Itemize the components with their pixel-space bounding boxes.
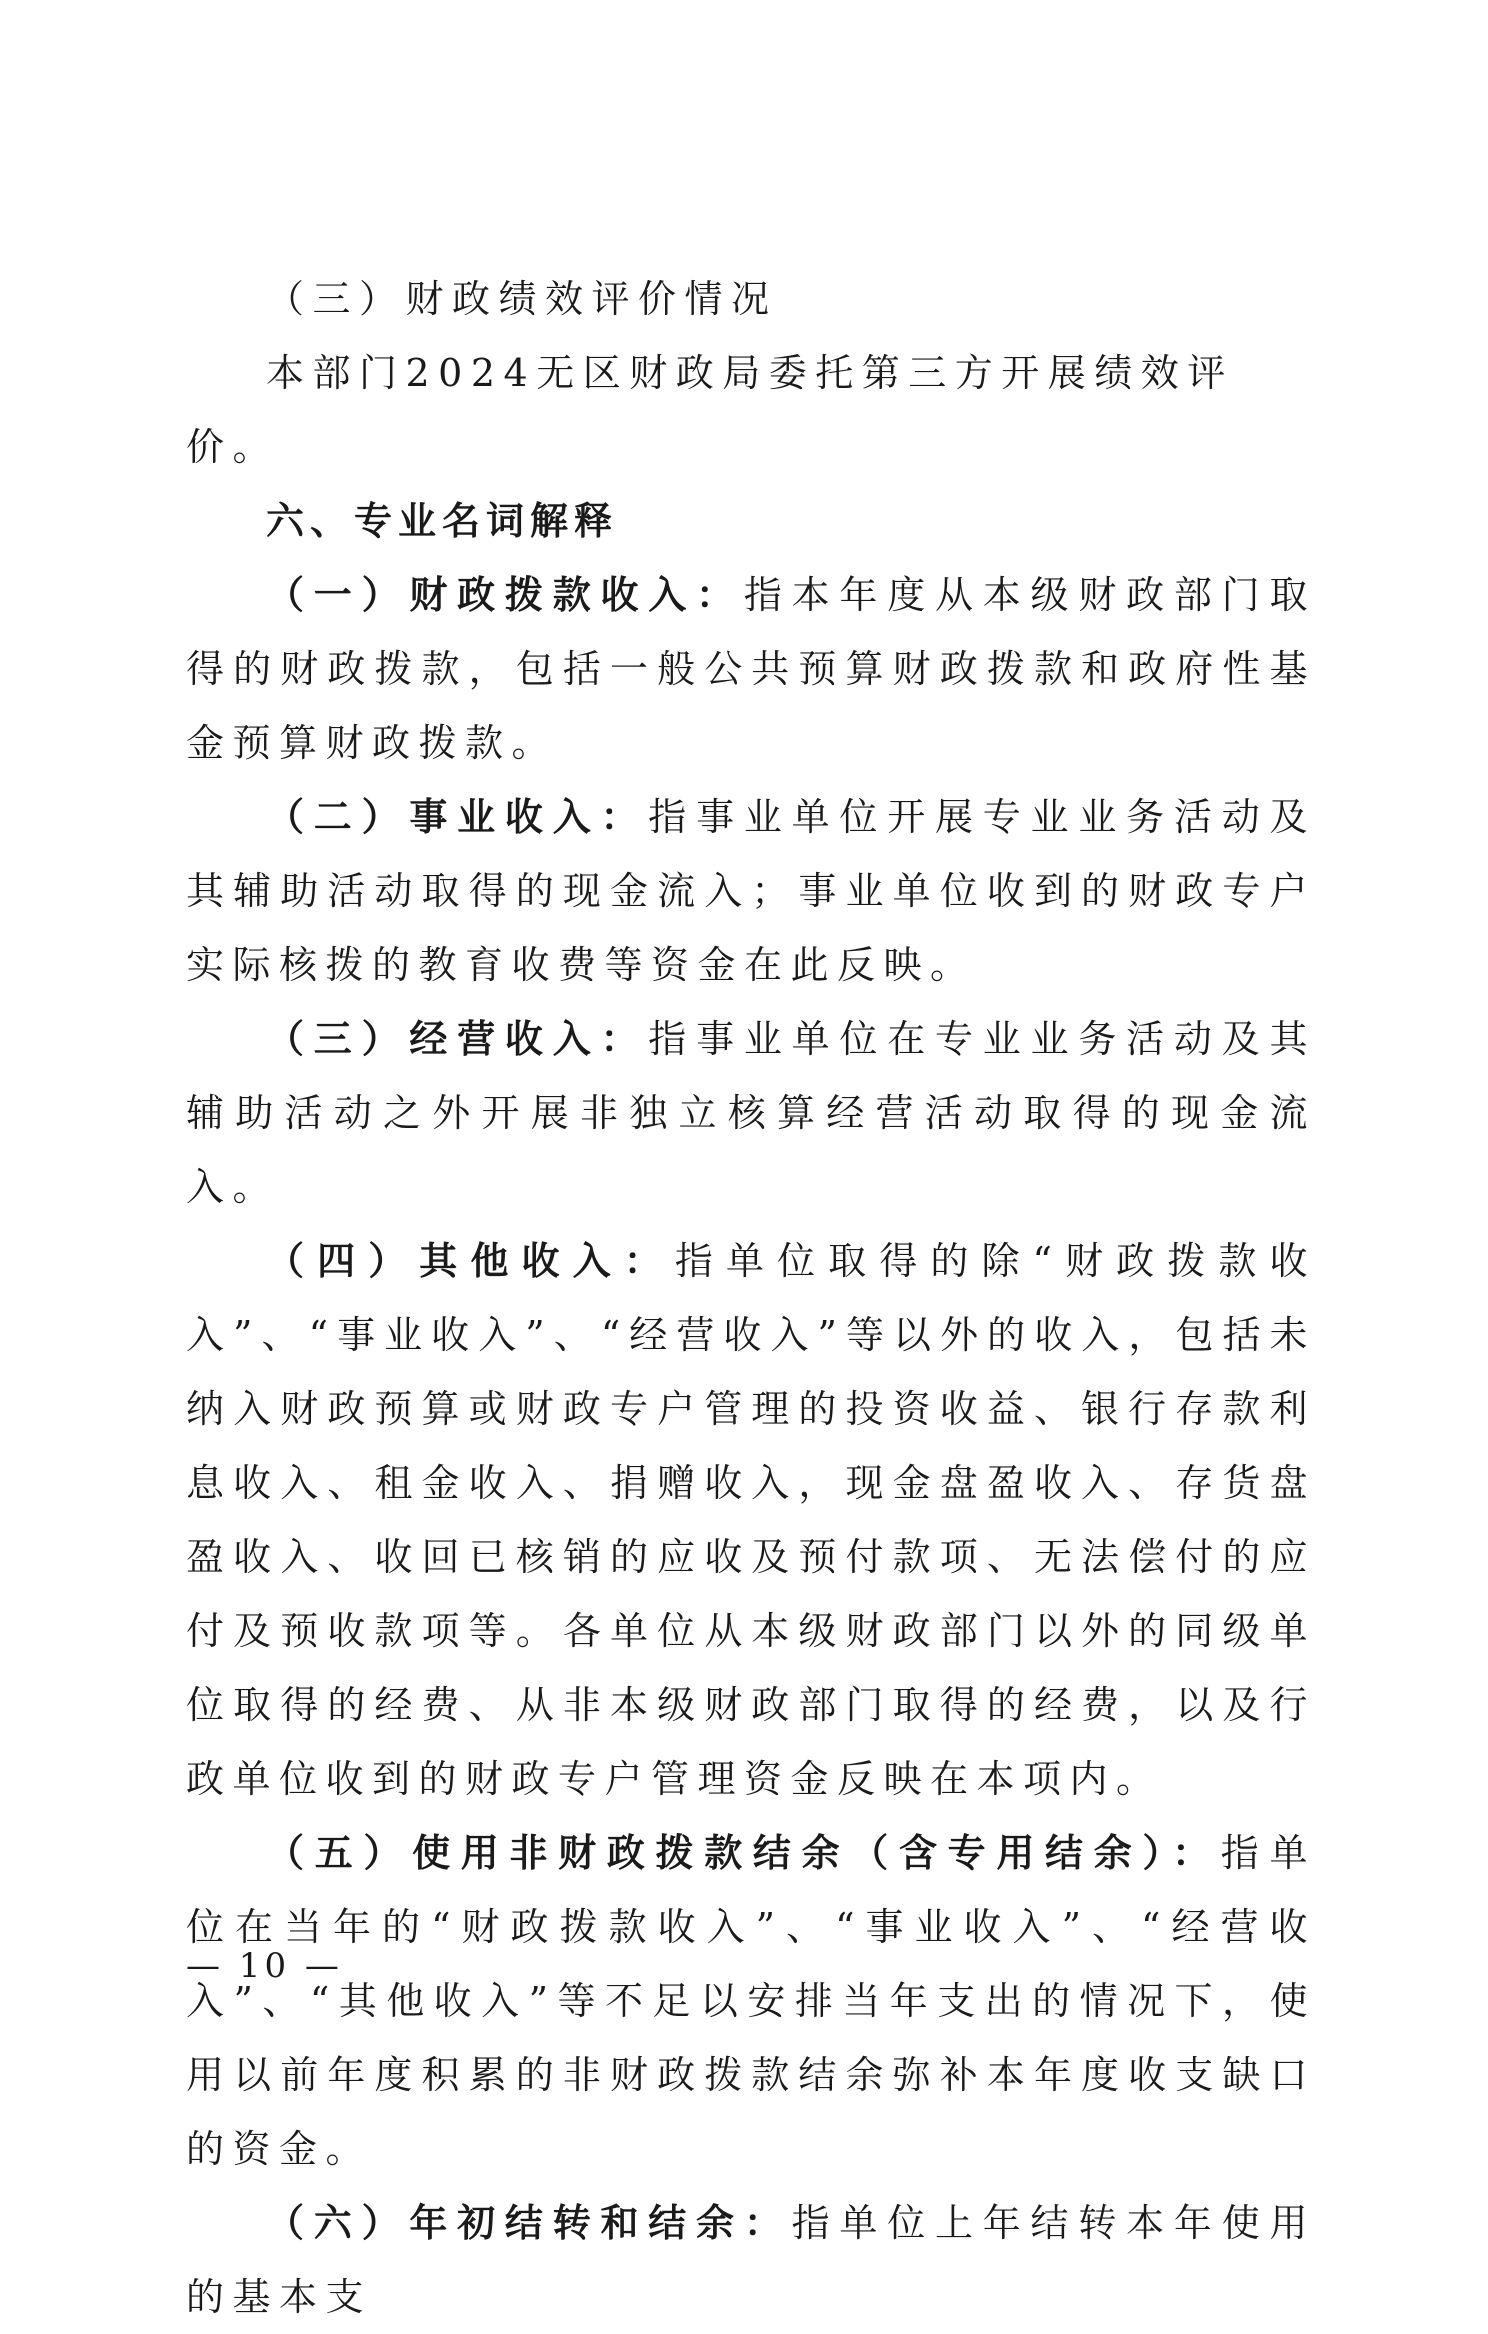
term-definition-fiscal-appropriation <box>186 558 1316 780</box>
section-heading-terms <box>186 484 1316 558</box>
term-text: 指单位在当年的“财政拨款收入”、“事业收入”、“经营收入”、“其他收入”等不足以安排当年支出的情况下，使用以前年度积累的非财政拨款结余弥补本年度收支缺口的资金。 <box>186 1831 1316 2171</box>
term-text: 指单位上年结转本年使用的基本支 <box>186 2201 1316 2319</box>
term-definition-non-fiscal-balance <box>186 1816 1316 2186</box>
term-text: 指事业单位开展专业业务活动及其辅助活动取得的现金流入；事业单位收到的财政专户实际核拨的教育收费等资金在此反映。 <box>186 795 1316 987</box>
paragraph-text: 本部门2024无区财政局委托第三方开展绩效评价。 <box>186 351 1234 469</box>
term-definition-other-income <box>186 1224 1316 1816</box>
page-number: — 10 — <box>186 1946 343 1986</box>
paragraph-text: （三）财政绩效评价情况 <box>266 277 778 321</box>
term-definition-operating-income <box>186 1002 1316 1224</box>
term-definition-carryover <box>186 2186 1316 2334</box>
term-label: （四）其他收入： <box>266 1239 675 1283</box>
term-label: （六）年初结转和结余： <box>266 2201 792 2245</box>
paragraph-performance-evaluation <box>186 336 1316 484</box>
term-text: 指本年度从本级财政部门取得的财政拨款，包括一般公共预算财政拨款和政府性基金预算财政拨款。 <box>186 573 1316 765</box>
term-definition-business-income <box>186 780 1316 1002</box>
document-body <box>186 262 1316 2334</box>
term-text: 指单位取得的除“财政拨款收入”、“事业收入”、“经营收入”等以外的收入，包括未纳入财政预算或财政专户管理的投资收益、银行存款利息收入、租金收入、捐赠收入，现金盘盈收入、存货盘盈收入、收回已核销的应收及预付款项、无法偿付的应付及预收款项等。各单位从本级财政部门以外的同级单位取得的经费、从非本级财政部门取得的经费，以及行政单位收到的财政专户管理资金反映在本项内。 <box>186 1239 1316 1801</box>
heading-text: 六、专业名词解释 <box>266 499 619 543</box>
term-label: （三）经营收入： <box>266 1017 649 1061</box>
term-label: （五）使用非财政拨款结余（含专用结余）： <box>266 1831 1221 1875</box>
subsection-heading-performance-evaluation <box>186 262 1316 336</box>
term-text: 指事业单位在专业业务活动及其辅助活动之外开展非独立核算经营活动取得的现金流入。 <box>186 1017 1316 1209</box>
term-label: （一）财政拨款收入： <box>266 573 744 617</box>
term-label: （二）事业收入： <box>266 795 649 839</box>
